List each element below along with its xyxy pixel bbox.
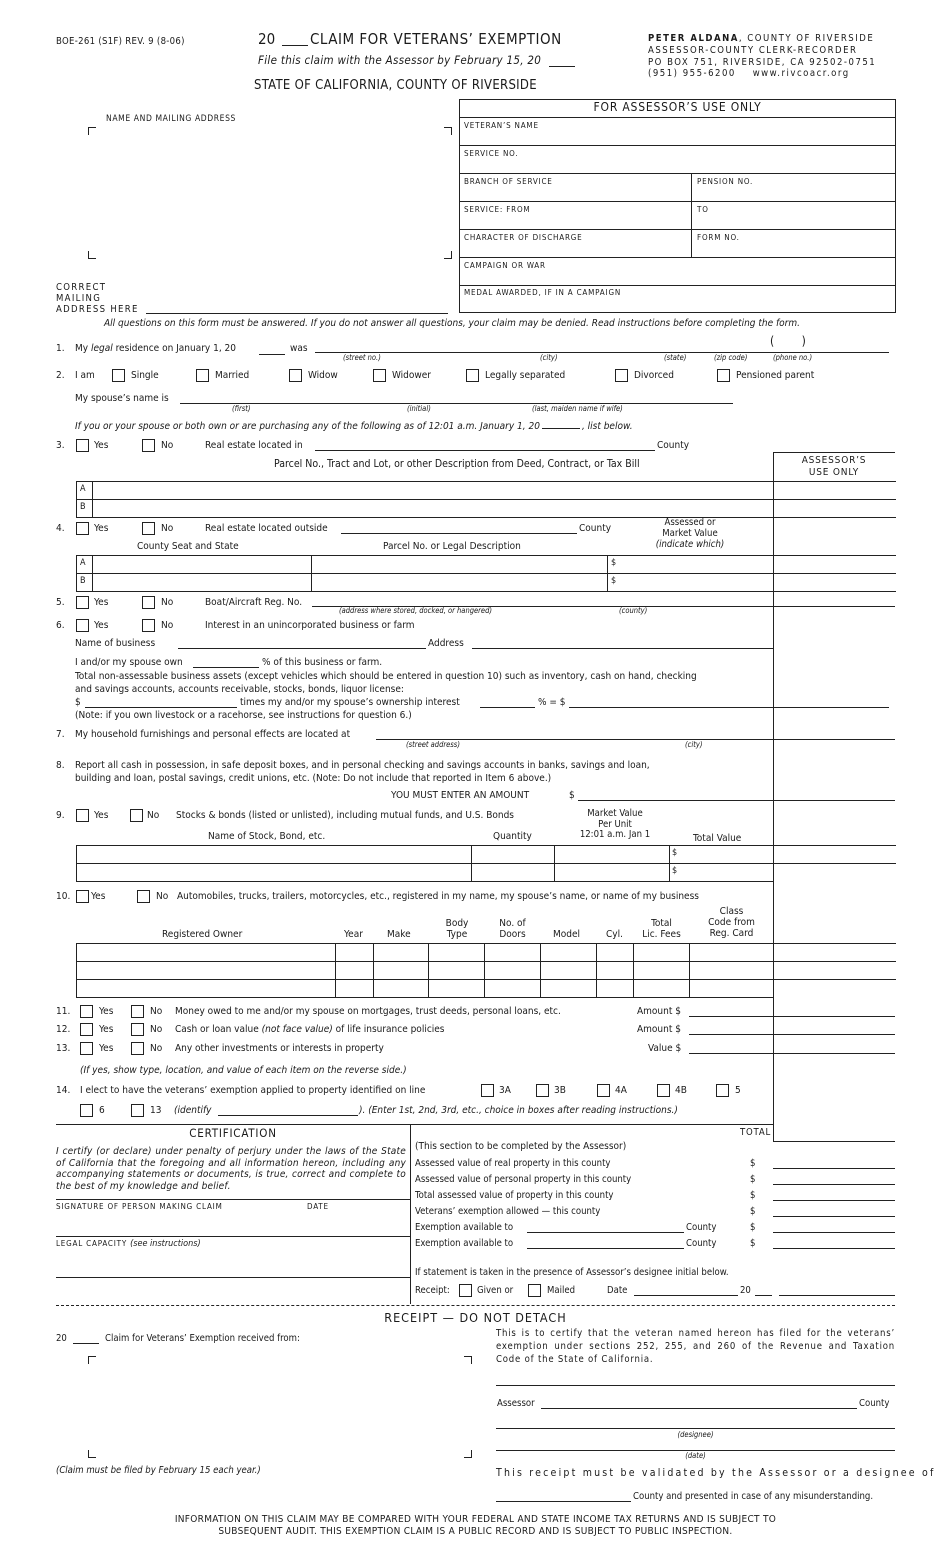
q6-yes-checkbox[interactable]: [76, 619, 89, 632]
corner-mark-icon: [88, 251, 96, 259]
q13-text: Any other investments or interests in property: [175, 1043, 384, 1054]
q12-number: 12.: [56, 1024, 71, 1035]
receipt-year-field[interactable]: [755, 1295, 772, 1296]
must-enter-amount-label: YOU MUST ENTER AN AMOUNT: [391, 790, 530, 801]
receipt-mailed-label: Mailed: [547, 1285, 576, 1296]
signature-date-label: DATE: [307, 1202, 329, 1211]
exemption-available-1-label: Exemption available to: [415, 1222, 514, 1233]
q4-yes-checkbox[interactable]: [76, 522, 89, 535]
q9-row1-dollar: $: [672, 848, 678, 858]
q4-row-a-seat-field[interactable]: [93, 556, 310, 573]
total-field[interactable]: [774, 1125, 895, 1141]
q4-county-label: County: [579, 523, 612, 534]
assets-times-label: times my and/or my spouse’s ownership interest: [240, 697, 460, 708]
q6-no-label: No: [161, 620, 174, 631]
q13-no-label: No: [150, 1043, 163, 1054]
personal-property-field[interactable]: [773, 1184, 895, 1185]
assessor-phone-web: (951) 955-6200 www.rivcoacr.org: [648, 68, 850, 80]
q4-county-field[interactable]: [341, 533, 577, 534]
option-legally-separated-label: Legally separated: [485, 370, 566, 381]
form-no-field[interactable]: FORM NO.: [697, 233, 740, 242]
ownership-interest-field[interactable]: [480, 707, 535, 708]
q5-no-label: No: [161, 597, 174, 608]
option-4a-label: 4A: [615, 1085, 627, 1096]
q9-number: 9.: [56, 810, 65, 821]
q3-row-a-label: A: [80, 484, 86, 494]
option-3a-label: 3A: [499, 1085, 511, 1096]
q10-cyl-header: Cyl.: [606, 929, 623, 940]
q3-no-label: No: [161, 440, 174, 451]
checkbox-4b[interactable]: [657, 1084, 670, 1097]
footer-notice: INFORMATION ON THIS CLAIM MAY BE COMPARED WITH YOUR FEDERAL AND STATE INCOME TAX RETURNS AND IS SUBJECT TO SUBSEQUENT AUDIT. THIS EXEMPTION CLAIM IS A PUBLIC RECORD AND IS SUBJECT TO PUBLIC INSPECTION.: [174, 1514, 777, 1537]
identify-field[interactable]: [218, 1115, 358, 1116]
q8-number: 8.: [56, 760, 65, 771]
q13-note: (If yes, show type, location, and value of each item on the reverse side.): [80, 1065, 407, 1076]
assets-text-1: Total non-assessable business assets (except vehicles which should be entered in question 10) such as inventory, cash on hand, checking: [75, 671, 697, 682]
option-4b-label: 4B: [675, 1085, 687, 1096]
checkbox-5[interactable]: [716, 1084, 729, 1097]
q11-yes-checkbox[interactable]: [80, 1005, 93, 1018]
checkbox-pensioned-parent[interactable]: [717, 369, 730, 382]
form-id: BOE-261 (S1F) REV. 9 (8-06): [56, 36, 185, 47]
q4-yes-label: Yes: [94, 523, 109, 534]
q4-row-b-value-field[interactable]: [618, 574, 772, 591]
receipt-year-prefix-2: 20: [56, 1333, 67, 1344]
option-widower-label: Widower: [392, 370, 431, 381]
own-percent-suffix: % of this business or farm.: [262, 657, 383, 668]
q9-name-header: Name of Stock, Bond, etc.: [208, 831, 326, 842]
q9-no-checkbox[interactable]: [130, 809, 143, 822]
q3-yes-checkbox[interactable]: [76, 439, 89, 452]
real-property-label: Assessed value of real property in this county: [415, 1158, 611, 1169]
exemption-available-1-county: County: [686, 1222, 717, 1233]
receipt-given-checkbox[interactable]: [459, 1284, 472, 1297]
checkbox-legally-separated[interactable]: [466, 369, 479, 382]
q5-sub-address: (address where stored, docked, or hangered): [339, 606, 492, 615]
veterans-name-field[interactable]: VETERAN’S NAME: [464, 121, 539, 130]
q9-yes-checkbox[interactable]: [76, 809, 89, 822]
livestock-note: (Note: if you own livestock or a racehorse, see instructions for question 6.): [75, 710, 412, 721]
q1-text: My legal residence on January 1, 20: [75, 343, 236, 354]
discharge-field[interactable]: CHARACTER OF DISCHARGE: [464, 233, 583, 242]
q1-sub-city: (city): [540, 353, 558, 362]
q3-no-checkbox[interactable]: [142, 439, 155, 452]
spouse-sub-last: (last, maiden name if wife): [532, 404, 623, 413]
q10-vehicle-row-1[interactable]: [77, 944, 772, 961]
q9-row1-name-field[interactable]: [77, 846, 470, 863]
q4-parcel-header: Parcel No. or Legal Description: [383, 541, 521, 552]
q12-no-checkbox[interactable]: [131, 1023, 144, 1036]
corner-mark-icon: [88, 1450, 96, 1458]
q9-row1-total-field[interactable]: [680, 846, 772, 863]
total-assessed-label: Total assessed value of property in this county: [415, 1190, 614, 1201]
q4-row-a-dollar: $: [611, 558, 617, 568]
corner-mark-icon: [464, 1356, 472, 1364]
corner-mark-icon: [444, 127, 452, 135]
receipt-given-label: Given or: [477, 1285, 514, 1296]
q1-sub-street: (street no.): [343, 353, 381, 362]
q6-text: Interest in an unincorporated business or farm: [205, 620, 415, 631]
q7-sub-street: (street address): [406, 740, 460, 749]
q13-value-label: Value $: [648, 1043, 682, 1054]
q3-county-field[interactable]: [315, 450, 655, 451]
q4-row-a-parcel-field[interactable]: [312, 556, 606, 573]
name-mailing-address-area[interactable]: [96, 135, 442, 249]
exemption-available-2-label: Exemption available to: [415, 1238, 514, 1249]
assessor-title: ASSESSOR-COUNTY CLERK-RECORDER: [648, 44, 858, 56]
q1-year-field[interactable]: [259, 354, 285, 355]
q1-phone-parens: ( ): [770, 334, 806, 348]
receipt-label: Receipt:: [415, 1285, 450, 1296]
q9-row2-qty-field[interactable]: [472, 864, 553, 881]
certification-text: I certify (or declare) under penalty of perjury under the laws of the State of California that the foregoing and all information hereon, including any accompanying statements or documents, is true, correct and complete to the best of my knowledge and belief.: [56, 1146, 406, 1192]
q3-number: 3.: [56, 440, 65, 451]
option-divorced-label: Divorced: [634, 370, 674, 381]
pension-no-field[interactable]: PENSION NO.: [697, 177, 754, 186]
legal-capacity-field[interactable]: [56, 1250, 410, 1277]
total-assessed-field[interactable]: [773, 1200, 895, 1201]
q13-yes-checkbox[interactable]: [80, 1042, 93, 1055]
q10-yes-checkbox[interactable]: [76, 890, 89, 903]
q14-text: I elect to have the veterans’ exemption applied to property identified on line: [80, 1085, 426, 1096]
q4-row-a-value-field[interactable]: [618, 556, 772, 573]
q4-seat-header: County Seat and State: [137, 541, 239, 552]
q1-number: 1.: [56, 343, 65, 354]
q12-amount-label: Amount $: [637, 1024, 681, 1035]
q12-no-label: No: [150, 1024, 163, 1035]
corner-mark-icon: [444, 251, 452, 259]
q5-no-checkbox[interactable]: [142, 596, 155, 609]
q3-yes-label: Yes: [94, 440, 109, 451]
signature-field[interactable]: [56, 1213, 410, 1236]
q10-year-header: Year: [344, 929, 363, 940]
spouse-sub-initial: (initial): [407, 404, 431, 413]
option-married-label: Married: [215, 370, 250, 381]
q9-qty-header: Quantity: [493, 831, 532, 842]
receipt-designee-field[interactable]: [496, 1428, 895, 1429]
q3-row-b-label: B: [80, 502, 86, 512]
q9-market-value-header: Market Value Per Unit 12:01 a.m. Jan 1: [579, 808, 651, 840]
q11-amount-label: Amount $: [637, 1006, 681, 1017]
checkbox-13[interactable]: [131, 1104, 144, 1117]
spouse-sub-first: (first): [232, 404, 251, 413]
q4-row-b-dollar: $: [611, 576, 617, 586]
own-percent-field[interactable]: [193, 667, 259, 668]
checkbox-widow[interactable]: [289, 369, 302, 382]
file-year-blank[interactable]: [549, 66, 575, 67]
designee-initial-field[interactable]: [779, 1295, 895, 1296]
checkbox-4a[interactable]: [597, 1084, 610, 1097]
q10-vehicle-row-3[interactable]: [77, 980, 772, 997]
q8-dollar: $: [569, 790, 575, 801]
personal-property-dollar: $: [750, 1174, 756, 1185]
title-year-prefix: 20: [258, 30, 276, 48]
receipt-date-label-2: (date): [685, 1451, 706, 1460]
q10-doors-header: No. of Doors: [499, 918, 526, 940]
exemption-available-2-county-field[interactable]: [527, 1248, 684, 1249]
receipt-year-prefix: 20: [740, 1285, 751, 1296]
exemption-available-1-dollar: $: [750, 1222, 756, 1233]
own-percent-label: I and/or my spouse own: [75, 657, 183, 668]
q10-no-checkbox[interactable]: [137, 890, 150, 903]
checkbox-married[interactable]: [196, 369, 209, 382]
pct-equals-label: % = $: [538, 697, 566, 708]
q10-fees-header: Total Lic. Fees: [642, 918, 681, 940]
q9-row1-mv-field[interactable]: [555, 846, 668, 863]
q7-number: 7.: [56, 729, 65, 740]
q12-text: Cash or loan value (not face value) of life insurance policies: [175, 1024, 445, 1035]
checkbox-single[interactable]: [112, 369, 125, 382]
q9-text: Stocks & bonds (listed or unlisted), including mutual funds, and U.S. Bonds: [176, 810, 514, 821]
q10-class-header: Class Code from Reg. Card: [708, 906, 755, 939]
filed-by-note: (Claim must be filed by February 15 each year.): [56, 1465, 261, 1476]
q1-sub-state: (state): [664, 353, 687, 362]
checkbox-3b[interactable]: [536, 1084, 549, 1097]
receipt-mailed-checkbox[interactable]: [528, 1284, 541, 1297]
receipt-line-1[interactable]: [496, 1385, 895, 1386]
exemption-available-2-dollar: $: [750, 1238, 756, 1249]
q3-county-label: County: [657, 440, 690, 451]
correct-address-label: CORRECT MAILING ADDRESS HERE: [56, 282, 139, 315]
q6-no-checkbox[interactable]: [142, 619, 155, 632]
assets-amount-field[interactable]: [85, 707, 237, 708]
receipt-certify-text: This is to certify that the veteran named hereon has filed for the veterans’ exemption under sections 252, 255, and 260 of the Revenue and Taxation Code of the State of California.: [496, 1328, 895, 1365]
q5-yes-label: Yes: [94, 597, 109, 608]
option-single-label: Single: [131, 370, 159, 381]
receipt-presented-text: County and presented in case of any misunderstanding.: [633, 1491, 874, 1502]
list-intro: If you or your spouse or both own or are purchasing any of the following as of 12:01 a.m. January 1, 20 , list below.: [75, 421, 633, 432]
service-no-field[interactable]: SERVICE NO.: [464, 149, 519, 158]
q11-no-label: No: [150, 1006, 163, 1017]
receipt-assessor-county: County: [859, 1398, 890, 1409]
assets-result-field[interactable]: [569, 707, 889, 708]
real-property-dollar: $: [750, 1158, 756, 1169]
q13-no-checkbox[interactable]: [131, 1042, 144, 1055]
q9-row2-mv-field[interactable]: [555, 864, 668, 881]
receipt-designee-label: (designee): [677, 1430, 714, 1439]
option-widow-label: Widow: [308, 370, 338, 381]
q9-total-header: Total Value: [693, 833, 742, 844]
q4-number: 4.: [56, 523, 65, 534]
file-note: File this claim with the Assessor by February 15, 20: [258, 53, 542, 67]
real-property-field[interactable]: [773, 1168, 895, 1169]
q4-value-header: Assessed or Market Value (indicate which): [655, 517, 725, 550]
exemption-available-2-field[interactable]: [773, 1248, 895, 1249]
tear-line: [56, 1305, 895, 1306]
q4-row-b-label: B: [80, 576, 86, 586]
corner-mark-icon: [88, 1356, 96, 1364]
received-from-label: Claim for Veterans’ Exemption received from:: [105, 1333, 300, 1344]
checkbox-divorced[interactable]: [615, 369, 628, 382]
receipt-date-label: Date: [607, 1285, 628, 1296]
signature-label: SIGNATURE OF PERSON MAKING CLAIM: [56, 1202, 223, 1211]
corner-mark-icon: [464, 1450, 472, 1458]
q3-text: Real estate located in: [205, 440, 303, 451]
q4-no-checkbox[interactable]: [142, 522, 155, 535]
assessor-po-box: PO BOX 751, RIVERSIDE, CA 92502-0751: [648, 56, 877, 68]
total-assessed-dollar: $: [750, 1190, 756, 1201]
instructions-note: All questions on this form must be answered. If you do not answer all questions, your claim may be denied. Read instructions before completing the form.: [104, 318, 800, 329]
q9-row2-name-field[interactable]: [77, 864, 470, 881]
cash-amount-field[interactable]: [578, 800, 895, 801]
q10-body-header: Body Type: [445, 918, 469, 940]
exemption-available-2-county: County: [686, 1238, 717, 1249]
service-from-field[interactable]: SERVICE: FROM: [464, 205, 531, 214]
business-name-label: Name of business: [75, 638, 156, 649]
option-3b-label: 3B: [554, 1085, 566, 1096]
q7-text: My household furnishings and personal effects are located at: [75, 729, 351, 740]
q12-yes-checkbox[interactable]: [80, 1023, 93, 1036]
q1-sub-phone: (phone no.): [773, 353, 813, 362]
checkbox-6[interactable]: [80, 1104, 93, 1117]
option-13-label: 13: [150, 1105, 162, 1116]
assessor-section-intro: (This section to be completed by the Assessor): [415, 1141, 627, 1152]
receipt-assessor-field[interactable]: [541, 1408, 857, 1409]
assessor-box-title: FOR ASSESSOR’S USE ONLY: [593, 100, 762, 114]
receipt-year-field-2[interactable]: [73, 1343, 99, 1344]
assets-text-2: and savings accounts, accounts receivable, stocks, bonds, liquor license:: [75, 684, 404, 695]
certification-title: CERTIFICATION: [189, 1126, 277, 1140]
medal-field[interactable]: MEDAL AWARDED, IF IN A CAMPAIGN: [464, 288, 621, 297]
assessor-column-header: ASSESSOR’S USE ONLY: [801, 455, 867, 478]
corner-mark-icon: [88, 127, 96, 135]
q9-row2-total-field[interactable]: [680, 864, 772, 881]
q14-number: 14.: [56, 1085, 71, 1096]
spouse-name-label: My spouse’s name is: [75, 393, 169, 404]
q2-number: 2.: [56, 370, 65, 381]
option-5-label: 5: [735, 1085, 741, 1096]
q10-vehicle-row-2[interactable]: [77, 962, 772, 979]
personal-property-label: Assessed value of personal property in this county: [415, 1174, 632, 1185]
q12-yes-label: Yes: [99, 1024, 114, 1035]
state-county: STATE OF CALIFORNIA, COUNTY OF RIVERSIDE: [254, 78, 537, 93]
q10-text: Automobiles, trucks, trailers, motorcycles, etc., registered in my name, my spouse’s name, or name of my business: [177, 891, 699, 902]
q3-row-b-field[interactable]: [93, 500, 773, 517]
q5-number: 5.: [56, 597, 65, 608]
q13-yes-label: Yes: [99, 1043, 114, 1054]
q5-yes-checkbox[interactable]: [76, 596, 89, 609]
q11-number: 11.: [56, 1006, 71, 1017]
q11-yes-label: Yes: [99, 1006, 114, 1017]
q4-row-a-label: A: [80, 558, 86, 568]
q11-amount-field[interactable]: [689, 1016, 895, 1017]
q9-no-label: No: [147, 810, 160, 821]
q11-text: Money owed to me and/or my spouse on mortgages, trust deeds, personal loans, etc.: [175, 1006, 561, 1017]
q9-row1-qty-field[interactable]: [472, 846, 553, 863]
receipt-date-field[interactable]: [634, 1295, 738, 1296]
checkbox-3a[interactable]: [481, 1084, 494, 1097]
option-pensioned-parent-label: Pensioned parent: [736, 370, 815, 381]
q9-yes-label: Yes: [94, 810, 109, 821]
q8-text-1: Report all cash in possession, in safe deposit boxes, and in personal checking and savings accounts in banks, savings and loan,: [75, 760, 650, 771]
q10-owner-header: Registered Owner: [162, 929, 243, 940]
q13-number: 13.: [56, 1043, 71, 1054]
q5-text: Boat/Aircraft Reg. No.: [205, 597, 303, 608]
business-name-field[interactable]: [178, 648, 426, 649]
exemption-allowed-dollar: $: [750, 1206, 756, 1217]
q10-number: 10.: [56, 891, 71, 902]
q10-no-label: No: [156, 891, 169, 902]
q4-row-b-parcel-field[interactable]: [312, 574, 606, 591]
q13-value-field[interactable]: [689, 1053, 895, 1054]
q3-row-a-field[interactable]: [93, 482, 773, 499]
option-6-label: 6: [99, 1105, 105, 1116]
q9-row2-dollar: $: [672, 866, 678, 876]
checkbox-widower[interactable]: [373, 369, 386, 382]
business-address-label: Address: [428, 638, 464, 649]
legal-capacity-label: LEGAL CAPACITY (see instructions): [56, 1239, 201, 1249]
exemption-available-1-field[interactable]: [773, 1232, 895, 1233]
receipt-validated-county-field[interactable]: [496, 1501, 631, 1502]
q1-sub-zip: (zip code): [714, 353, 748, 362]
identify-label: (identify: [174, 1105, 212, 1116]
q8-text-2: building and loan, postal savings, credit unions, etc. (Note: Do not include that reported in Item 6 above.): [75, 773, 552, 784]
q10-model-header: Model: [553, 929, 581, 940]
branch-of-service-field[interactable]: BRANCH OF SERVICE: [464, 177, 553, 186]
received-from-area[interactable]: [96, 1364, 462, 1448]
q12-amount-field[interactable]: [689, 1034, 895, 1035]
exemption-available-1-county-field[interactable]: [527, 1232, 684, 1233]
total-label: TOTAL: [740, 1127, 772, 1138]
q4-row-b-seat-field[interactable]: [93, 574, 310, 591]
q10-yes-label: Yes: [91, 891, 106, 902]
assessor-address-block: PETER ALDANA, COUNTY OF RIVERSIDE ASSESSOR-COUNTY CLERK-RECORDER PO BOX 751, RIVERSIDE, CA 92502-0751 (951) 955-6200 www.rivcoacr.org: [648, 33, 877, 80]
q11-no-checkbox[interactable]: [131, 1005, 144, 1018]
exemption-allowed-field[interactable]: [773, 1216, 895, 1217]
mailing-label: NAME AND MAILING ADDRESS: [106, 114, 237, 124]
assets-dollar: $: [75, 697, 81, 708]
q5-sub-county: (county): [619, 606, 648, 615]
form-title: CLAIM FOR VETERANS’ EXEMPTION: [310, 30, 562, 48]
q6-yes-label: Yes: [94, 620, 109, 631]
campaign-field[interactable]: CAMPAIGN OR WAR: [464, 261, 546, 270]
q10-make-header: Make: [387, 929, 411, 940]
q6-number: 6.: [56, 620, 65, 631]
assessor-name: PETER ALDANA: [648, 33, 739, 44]
exemption-allowed-label: Veterans’ exemption allowed — this county: [415, 1206, 601, 1217]
q14-instructions: ). (Enter 1st, 2nd, 3rd, etc., choice in boxes after reading instructions.): [359, 1105, 678, 1116]
spouse-name-field[interactable]: [180, 403, 733, 404]
business-address-field[interactable]: [472, 648, 773, 649]
correct-address-field[interactable]: [146, 313, 448, 314]
title-year-blank[interactable]: [282, 45, 308, 46]
q4-no-label: No: [161, 523, 174, 534]
receipt-validated-text: This receipt must be validated by the Assessor or a designee of: [496, 1467, 936, 1479]
service-to-field[interactable]: TO: [697, 205, 709, 214]
q1-was: was: [290, 343, 308, 354]
designee-presence-note: If statement is taken in the presence of Assessor’s designee initial below.: [415, 1267, 729, 1278]
q4-text: Real estate located outside: [205, 523, 328, 534]
receipt-assessor-label: Assessor: [497, 1398, 535, 1409]
q2-label: I am: [75, 370, 95, 381]
q7-sub-city: (city): [685, 740, 703, 749]
receipt-title: RECEIPT — DO NOT DETACH: [384, 1310, 567, 1325]
q3-column-header: Parcel No., Tract and Lot, or other Description from Deed, Contract, or Tax Bill: [274, 458, 640, 470]
